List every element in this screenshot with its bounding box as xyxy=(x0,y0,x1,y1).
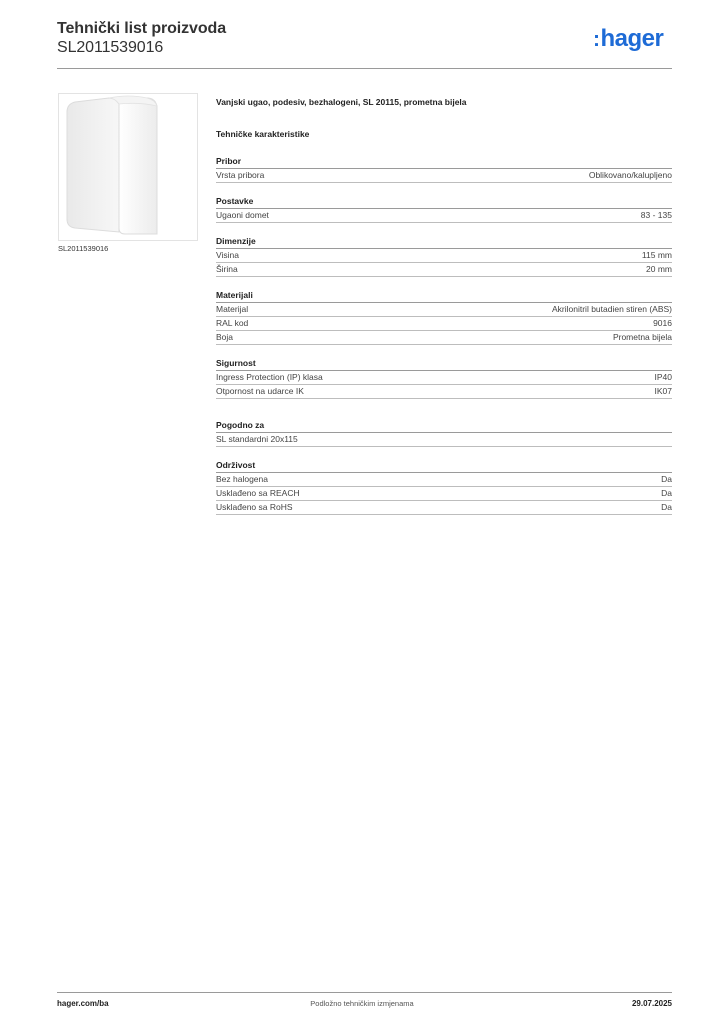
section-postavke xyxy=(216,195,672,223)
section-title: Materijali xyxy=(216,289,672,303)
row-label: RAL kod xyxy=(216,318,249,328)
row-value: IK07 xyxy=(654,386,672,396)
section-dimenzije xyxy=(216,235,672,277)
spec-content xyxy=(216,96,672,515)
section-title: Sigurnost xyxy=(216,357,672,371)
spec-heading: Tehničke karakteristike xyxy=(216,129,310,139)
row-label: Ingress Protection (IP) klasa xyxy=(216,372,323,382)
spec-row xyxy=(216,249,672,263)
spec-row xyxy=(216,501,672,515)
row-value: 20 mm xyxy=(646,264,672,274)
spec-row xyxy=(216,209,672,223)
section-sigurnost xyxy=(216,357,672,399)
spec-row xyxy=(216,169,672,183)
row-value: Oblikovano/kalupljeno xyxy=(588,170,672,180)
section-odrzivost xyxy=(216,459,672,515)
section-title: Dimenzije xyxy=(216,235,672,249)
section-title: Pogodno za xyxy=(216,419,672,433)
row-label: Vrsta pribora xyxy=(216,170,265,180)
logo-dots-icon: : xyxy=(593,28,600,51)
document-subtitle: SL2011539016 xyxy=(57,39,164,56)
outer-corner-product-icon xyxy=(59,94,197,240)
row-value: 83 - 135 xyxy=(640,210,672,220)
header-divider xyxy=(57,68,672,69)
footer-disclaimer: Podložno tehničkim izmjenama xyxy=(310,999,414,1008)
footer-website-link[interactable]: hager.com/ba xyxy=(57,999,109,1008)
image-caption: SL2011539016 xyxy=(58,244,109,253)
row-label: Usklađeno sa REACH xyxy=(216,488,300,498)
row-value: Prometna bijela xyxy=(612,332,672,342)
row-value: 9016 xyxy=(653,318,672,328)
row-value: IP40 xyxy=(654,372,672,382)
spec-row xyxy=(216,303,672,317)
spec-row xyxy=(216,331,672,345)
section-title: Pribor xyxy=(216,155,672,169)
section-title: Održivost xyxy=(216,459,672,473)
row-value: Da xyxy=(661,488,672,498)
hager-logo xyxy=(593,27,663,51)
spec-row xyxy=(216,317,672,331)
row-value: Akrilonitril butadien stiren (ABS) xyxy=(552,304,672,314)
section-pribor xyxy=(216,155,672,183)
row-label: Ugaoni domet xyxy=(216,210,269,220)
row-label: Širina xyxy=(216,264,238,274)
spec-row xyxy=(216,371,672,385)
row-label: Materijal xyxy=(216,304,249,314)
spec-row xyxy=(216,487,672,501)
section-title: Postavke xyxy=(216,195,672,209)
row-value: Da xyxy=(661,502,672,512)
row-label: Otpornost na udarce IK xyxy=(216,386,304,396)
row-label: SL standardni 20x115 xyxy=(216,434,298,444)
row-label: Boja xyxy=(216,332,234,342)
row-label: Usklađeno sa RoHS xyxy=(216,502,293,512)
spec-row xyxy=(216,263,672,277)
row-label: Bez halogena xyxy=(216,474,268,484)
row-value: 115 mm xyxy=(641,250,672,260)
spec-row xyxy=(216,385,672,399)
footer-divider xyxy=(57,992,672,993)
spec-row xyxy=(216,433,672,447)
row-label: Visina xyxy=(216,250,239,260)
spec-row xyxy=(216,473,672,487)
section-pogodno-za xyxy=(216,419,672,447)
row-value: Da xyxy=(661,474,672,484)
product-image xyxy=(58,93,198,241)
logo-text: hager xyxy=(600,25,664,52)
product-name: Vanjski ugao, podesiv, bezhalogeni, SL 20115, prometna bijela xyxy=(216,97,467,107)
section-materijali xyxy=(216,289,672,345)
footer-date: 29.07.2025 xyxy=(631,999,672,1008)
document-title: Tehnički list proizvoda xyxy=(57,20,226,37)
